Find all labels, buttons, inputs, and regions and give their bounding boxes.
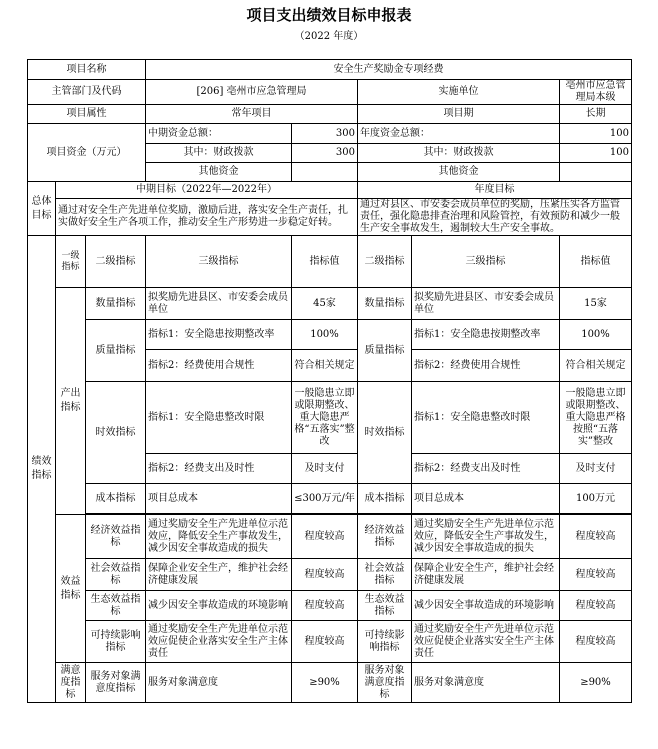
row-value-year: 一般隐患立即或限期整改、重大隐患严格按照“五落实”整改: [560, 382, 632, 454]
row-level3-mid: 指标2：经费使用合规性: [146, 350, 292, 382]
row-level3-mid: 服务对象满意度: [146, 663, 292, 703]
row-value-mid: 程度较高: [292, 559, 358, 591]
header-level3-mid: 三级指标: [146, 236, 292, 288]
page-title: 项目支出绩效目标申报表: [246, 6, 412, 24]
performance-table: [27, 59, 632, 703]
row-value-year: 程度较高: [560, 559, 632, 591]
row-level2: 服务对象满意度指标: [358, 663, 412, 703]
row-value-mid: 程度较高: [292, 515, 358, 559]
year-total-value: 100: [560, 124, 632, 144]
year-subtitle: （2022 年度）: [294, 31, 364, 42]
row-level3-year: 项目总成本: [412, 484, 560, 514]
row-level2: 社会效益指标: [358, 559, 412, 591]
row-level3-year: 保障企业安全生产，维护社会经济健康发展: [412, 559, 560, 591]
satisfaction-indicators-label: 满意度指标: [56, 663, 86, 703]
row-level2: 数量指标: [86, 288, 146, 320]
row-level3-year: 指标1：安全隐患整改时限: [412, 382, 560, 454]
dept-label: 主管部门及代码: [28, 80, 146, 105]
row-level2: 生态效益指标: [86, 591, 146, 621]
project-name-value: 安全生产奖励金专项经费: [146, 60, 632, 80]
header-value-year: 指标值: [560, 236, 632, 288]
row-level3-mid: 指标1：安全隐患整改时限: [146, 382, 292, 454]
row-level3-mid: 项目总成本: [146, 484, 292, 514]
row-level3-year: 服务对象满意度: [412, 663, 560, 703]
row-value-year: 程度较高: [560, 591, 632, 621]
output-indicators-label: 产出指标: [56, 288, 86, 515]
mid-total-label: 中期资金总额：: [146, 124, 292, 144]
row-level2: 质量指标: [358, 320, 412, 382]
row-value-year: ≥90%: [560, 663, 632, 703]
row-value-mid: 程度较高: [292, 621, 358, 663]
row-level3-mid: 通过奖励安全生产先进单位示范效应促使企业落实安全生产主体责任: [146, 621, 292, 663]
mid-other-value: [292, 163, 358, 182]
row-value-year: 程度较高: [560, 515, 632, 559]
row-level2: 成本指标: [358, 484, 412, 514]
row-level2: 时效指标: [358, 382, 412, 484]
row-level3-mid: 通过奖励安全生产先进单位示范效应，降低安全生产事故发生，减少因安全事故造成的损失: [146, 515, 292, 559]
row-level3-year: 通过奖励安全生产先进单位示范效应，降低安全生产事故发生，减少因安全事故造成的损失: [412, 515, 560, 559]
impl-unit-label: 实施单位: [358, 80, 560, 105]
project-period-value: 长期: [560, 105, 632, 124]
dept-value: [206] 亳州市应急管理局: [146, 80, 358, 105]
mid-goal-header: 中期目标（2022年—2022年）: [56, 182, 358, 199]
row-value-mid: ≥90%: [292, 663, 358, 703]
row-level3-year: 拟奖励先进县区、市安委会成员单位: [412, 288, 560, 320]
project-attr-label: 项目属性: [28, 105, 146, 124]
year-total-label: 年度资金总额：: [358, 124, 560, 144]
year-goal-text: 通过对县区、市安委会成员单位的奖励，压紧压实各方监管责任，强化隐患排查治理和风险管控，有效预防和减少一般生产安全事故发生，遏制较大生产安全事故。: [358, 199, 632, 236]
row-level3-year: 通过奖励安全生产先进单位示范效应促使企业落实安全生产主体责任: [412, 621, 560, 663]
performance-indicators-label: 绩效指标: [28, 236, 56, 703]
year-other-value: [560, 163, 632, 182]
project-name-label: 项目名称: [28, 60, 146, 80]
row-level2: 社会效益指标: [86, 559, 146, 591]
row-level3-mid: 拟奖励先进县区、市安委会成员单位: [146, 288, 292, 320]
row-level2: 质量指标: [86, 320, 146, 382]
effect-indicators-label: 效益指标: [56, 515, 86, 663]
row-value-mid: 程度较高: [292, 591, 358, 621]
mid-goal-text: 通过对安全生产先进单位奖励，激励后进，落实安全生产责任，扎实做好安全生产各项工作，推动安全生产形势进一步稳定好转。: [56, 199, 358, 236]
row-value-year: 100万元: [560, 484, 632, 514]
row-value-year: 100%: [560, 320, 632, 350]
year-fiscal-value: 100: [560, 144, 632, 163]
mid-fiscal-label: 其中：财政拨款: [146, 144, 292, 163]
project-period-label: 项目期: [358, 105, 560, 124]
overall-goal-label: 总体目标: [28, 182, 56, 236]
row-level2: 时效指标: [86, 382, 146, 484]
year-fiscal-label: 其中：财政拨款: [358, 144, 560, 163]
header-level1: 一级指标: [56, 236, 86, 288]
row-level2: 可持续影响指标: [358, 621, 412, 663]
header-level3-year: 三级指标: [412, 236, 560, 288]
row-value-mid: 45家: [292, 288, 358, 320]
row-value-year: 及时支付: [560, 454, 632, 484]
row-value-year: 程度较高: [560, 621, 632, 663]
row-level2: 生态效益指标: [358, 591, 412, 621]
row-level3-mid: 减少因安全事故造成的环境影响: [146, 591, 292, 621]
row-value-mid: 一般隐患立即或限期整改、重大隐患严格“五落实”整改: [292, 382, 358, 454]
project-funds-label: 项目资金（万元）: [28, 124, 146, 182]
row-level2: 服务对象满意度指标: [86, 663, 146, 703]
header-level2-mid: 二级指标: [86, 236, 146, 288]
row-value-mid: 100%: [292, 320, 358, 350]
row-level3-year: 指标2：经费使用合规性: [412, 350, 560, 382]
row-level2: 经济效益指标: [86, 515, 146, 559]
row-level3-mid: 保障企业安全生产，维护社会经济健康发展: [146, 559, 292, 591]
row-level3-year: 指标1：安全隐患按期整改率: [412, 320, 560, 350]
row-level3-year: 减少因安全事故造成的环境影响: [412, 591, 560, 621]
row-level2: 成本指标: [86, 484, 146, 514]
header-value-mid: 指标值: [292, 236, 358, 288]
mid-total-value: 300: [292, 124, 358, 144]
mid-other-label: 其他资金: [146, 163, 292, 182]
year-other-label: 其他资金: [358, 163, 560, 182]
row-value-year: 15家: [560, 288, 632, 320]
impl-unit-value: 亳州市应急管理局本级: [560, 80, 632, 105]
row-value-mid: ≤300万元/年: [292, 484, 358, 514]
row-level3-mid: 指标2：经费支出及时性: [146, 454, 292, 484]
row-value-mid: 及时支付: [292, 454, 358, 484]
row-value-mid: 符合相关规定: [292, 350, 358, 382]
header-level2-year: 二级指标: [358, 236, 412, 288]
row-level3-year: 指标2：经费支出及时性: [412, 454, 560, 484]
mid-fiscal-value: 300: [292, 144, 358, 163]
year-goal-header: 年度目标: [358, 182, 632, 199]
row-level3-mid: 指标1：安全隐患按期整改率: [146, 320, 292, 350]
row-level2: 可持续影响指标: [86, 621, 146, 663]
row-level2: 数量指标: [358, 288, 412, 320]
row-value-year: 符合相关规定: [560, 350, 632, 382]
row-level2: 经济效益指标: [358, 515, 412, 559]
project-attr-value: 常年项目: [146, 105, 358, 124]
